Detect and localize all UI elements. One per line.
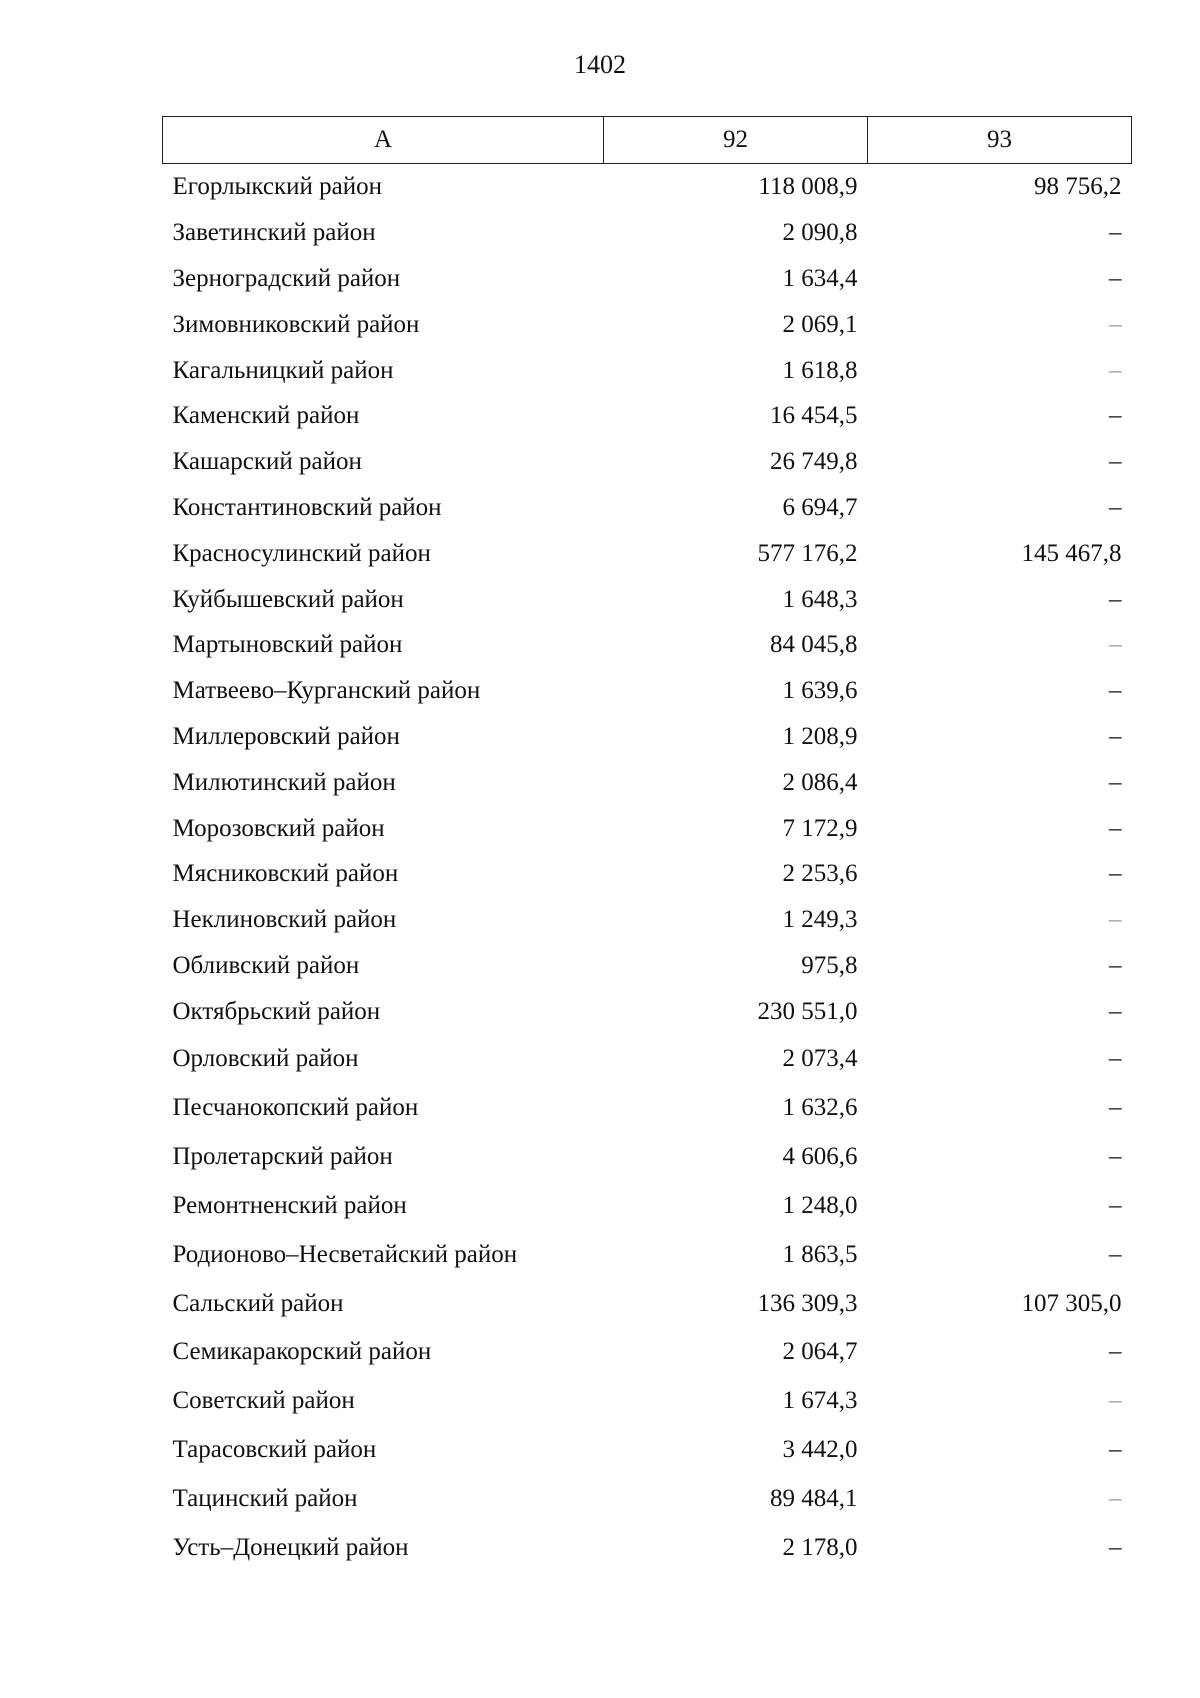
value-93-cell: – <box>1109 1387 1122 1415</box>
district-name-cell: Песчанокопский район <box>172 1093 419 1121</box>
value-92-cell: 2 069,1 <box>782 310 858 338</box>
value-92-cell: 16 454,5 <box>770 402 858 430</box>
table-row <box>163 1425 1132 1474</box>
table-row <box>163 164 1132 210</box>
table-row <box>163 1474 1132 1523</box>
value-92-cell: 2 178,0 <box>782 1533 858 1561</box>
value-92-cell: 1 618,8 <box>782 356 858 384</box>
value-93-cell: – <box>1109 997 1122 1025</box>
table-row <box>163 301 1132 347</box>
district-name-cell: Морозовский район <box>172 814 385 842</box>
value-93-cell: 98 756,2 <box>1034 173 1122 201</box>
district-name-cell: Милютинский район <box>172 768 396 796</box>
value-93-cell: – <box>1109 631 1122 659</box>
district-name-cell: Красносулинский район <box>172 539 431 567</box>
data-table <box>162 116 1132 1572</box>
value-93-cell: – <box>1109 264 1122 292</box>
value-92-cell: 230 551,0 <box>757 997 858 1025</box>
value-92-cell: 1 248,0 <box>782 1191 858 1219</box>
value-93-cell: – <box>1109 951 1122 979</box>
data-table-container <box>162 116 1131 1572</box>
value-93-cell: – <box>1109 1142 1122 1170</box>
table-row <box>163 1327 1132 1376</box>
table-row <box>163 1181 1132 1230</box>
table-row <box>163 1376 1132 1425</box>
value-93-cell: – <box>1109 585 1122 613</box>
value-92-cell: 1 208,9 <box>782 722 858 750</box>
value-93-cell: – <box>1109 1338 1122 1366</box>
value-93-cell: 107 305,0 <box>1021 1289 1122 1317</box>
district-name-cell: Миллеровский район <box>172 722 400 750</box>
value-92-cell: 1 639,6 <box>782 677 858 705</box>
value-92-cell: 3 442,0 <box>782 1436 858 1464</box>
value-93-cell: – <box>1109 356 1122 384</box>
value-92-cell: 577 176,2 <box>757 539 858 567</box>
value-92-cell: 6 694,7 <box>782 493 858 521</box>
district-name-cell: Егорлыкский район <box>172 173 382 201</box>
district-name-cell: Константиновский район <box>172 493 442 521</box>
value-93-cell: – <box>1109 814 1122 842</box>
district-name-cell: Пролетарский район <box>172 1142 393 1170</box>
value-93-cell: – <box>1109 1485 1122 1513</box>
value-92-cell: 1 648,3 <box>782 585 858 613</box>
table-row <box>163 943 1132 989</box>
page-number: 1402 <box>574 50 626 79</box>
table-row <box>163 714 1132 760</box>
table-header <box>163 117 1132 164</box>
value-93-cell: – <box>1109 1436 1122 1464</box>
table-row <box>163 988 1132 1034</box>
district-name-cell: Зерноградский район <box>172 264 401 292</box>
value-92-cell: 84 045,8 <box>770 631 858 659</box>
column-header-a: А <box>163 117 604 164</box>
value-92-cell: 2 064,7 <box>782 1338 858 1366</box>
table-row <box>163 622 1132 668</box>
table-row <box>163 897 1132 943</box>
table-row <box>163 1034 1132 1083</box>
value-93-cell: 145 467,8 <box>1021 539 1122 567</box>
column-header-93: 93 <box>868 117 1132 164</box>
table-row <box>163 1230 1132 1279</box>
table-row <box>163 256 1132 302</box>
district-name-cell: Кашарский район <box>172 448 362 476</box>
district-name-cell: Тарасовский район <box>172 1436 377 1464</box>
district-name-cell: Родионово–Несветайский район <box>172 1240 518 1268</box>
table-row <box>163 1523 1132 1572</box>
value-92-cell: 7 172,9 <box>782 814 858 842</box>
value-93-cell: – <box>1109 722 1122 750</box>
district-name-cell: Семикаракорский район <box>172 1338 432 1366</box>
district-name-cell: Матвеево–Курганский район <box>172 677 481 705</box>
table-row <box>163 393 1132 439</box>
value-92-cell: 1 634,4 <box>782 264 858 292</box>
district-name-cell: Усть–Донецкий район <box>172 1533 409 1561</box>
value-92-cell: 975,8 <box>801 951 858 979</box>
table-row <box>163 805 1132 851</box>
value-93-cell: – <box>1109 768 1122 796</box>
value-92-cell: 118 008,9 <box>758 173 858 201</box>
value-93-cell: – <box>1109 1045 1122 1073</box>
district-name-cell: Каменский район <box>172 402 360 430</box>
table-header-row <box>163 117 1132 164</box>
value-93-cell: – <box>1109 1191 1122 1219</box>
table-row <box>163 1279 1132 1328</box>
value-92-cell: 1 674,3 <box>782 1387 858 1415</box>
value-93-cell: – <box>1109 860 1122 888</box>
value-93-cell: – <box>1109 448 1122 476</box>
value-92-cell: 2 086,4 <box>782 768 858 796</box>
district-name-cell: Советский район <box>172 1387 355 1415</box>
value-93-cell: – <box>1109 402 1122 430</box>
district-name-cell: Неклиновский район <box>172 906 397 934</box>
district-name-cell: Заветинский район <box>172 219 376 247</box>
district-name-cell: Ремонтненский район <box>172 1191 407 1219</box>
district-name-cell: Сальский район <box>172 1289 344 1317</box>
value-93-cell: – <box>1109 310 1122 338</box>
table-row <box>163 1132 1132 1181</box>
value-93-cell: – <box>1109 493 1122 521</box>
district-name-cell: Октябрьский район <box>172 997 381 1025</box>
table-row <box>163 668 1132 714</box>
district-name-cell: Зимовниковский район <box>172 310 420 338</box>
district-name-cell: Куйбышевский район <box>172 585 404 613</box>
table-row <box>163 485 1132 531</box>
table-row <box>163 530 1132 576</box>
value-92-cell: 136 309,3 <box>757 1289 858 1317</box>
table-body <box>163 164 1132 1572</box>
district-name-cell: Кагальницкий район <box>172 356 394 384</box>
value-92-cell: 2 253,6 <box>782 860 858 888</box>
district-name-cell: Орловский район <box>172 1045 359 1073</box>
table-row <box>163 759 1132 805</box>
table-row <box>163 210 1132 256</box>
value-92-cell: 4 606,6 <box>782 1142 858 1170</box>
table-row <box>163 439 1132 485</box>
table-row <box>163 576 1132 622</box>
value-92-cell: 1 632,6 <box>782 1093 858 1121</box>
value-93-cell: – <box>1109 1533 1122 1561</box>
value-93-cell: – <box>1109 677 1122 705</box>
value-92-cell: 26 749,8 <box>770 448 858 476</box>
district-name-cell: Мясниковский район <box>172 860 399 888</box>
value-92-cell: 2 073,4 <box>782 1045 858 1073</box>
value-92-cell: 89 484,1 <box>770 1485 858 1513</box>
value-93-cell: – <box>1109 219 1122 247</box>
value-93-cell: – <box>1109 1240 1122 1268</box>
table-row <box>163 851 1132 897</box>
value-92-cell: 2 090,8 <box>782 219 858 247</box>
value-92-cell: 1 249,3 <box>782 906 858 934</box>
column-header-92: 92 <box>604 117 868 164</box>
table-row <box>163 1083 1132 1132</box>
district-name-cell: Тацинский район <box>172 1485 358 1513</box>
value-92-cell: 1 863,5 <box>782 1240 858 1268</box>
table-row <box>163 347 1132 393</box>
value-93-cell: – <box>1109 1093 1122 1121</box>
district-name-cell: Мартыновский район <box>172 631 403 659</box>
value-93-cell: – <box>1109 906 1122 934</box>
district-name-cell: Обливский район <box>172 951 360 979</box>
